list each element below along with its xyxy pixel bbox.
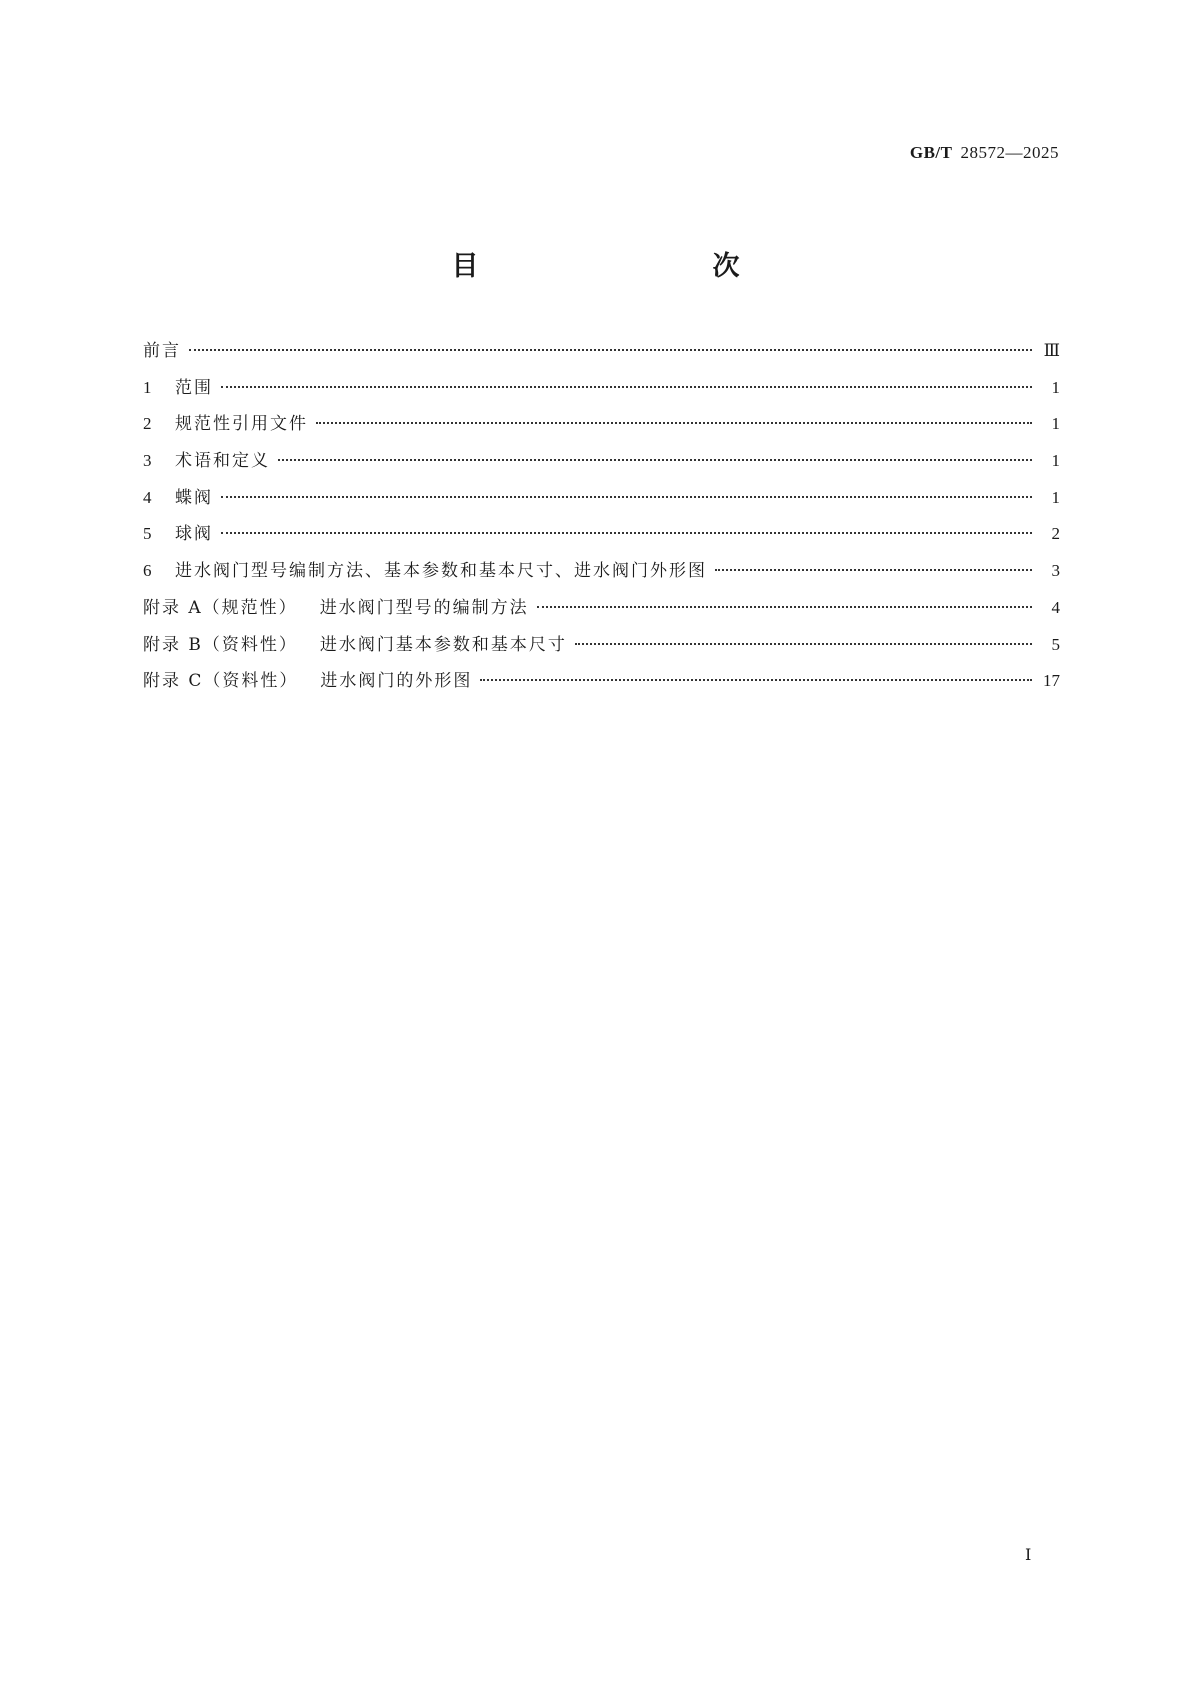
- toc-item-label: 范围: [175, 377, 213, 398]
- toc-item-page: 4: [1051, 597, 1060, 617]
- toc-item-label: 规范性引用文件: [175, 414, 308, 435]
- toc-item-number: 4: [143, 487, 152, 507]
- toc-item-foreword[interactable]: [143, 339, 1060, 376]
- toc-item-page: 3: [1051, 561, 1060, 581]
- standard-prefix: GB/T: [909, 143, 953, 162]
- toc-leader-dots: [715, 569, 1032, 571]
- toc-item-page: 5: [1051, 634, 1060, 654]
- toc-item-annex-a[interactable]: [143, 596, 1060, 633]
- toc-item-page: 1: [1051, 451, 1060, 471]
- annex-designation: 附录 A（规范性）: [143, 597, 298, 618]
- toc-leader-dots: [221, 386, 1032, 388]
- toc-item-model-parameters[interactable]: [143, 559, 1060, 596]
- toc-item-label: 球阀: [175, 524, 213, 545]
- toc-item-label: 前言: [143, 341, 181, 361]
- annex-title: 进水阀门型号的编制方法: [319, 597, 529, 618]
- toc-item-number: 1: [143, 377, 152, 397]
- toc-item-page: Ⅲ: [1043, 341, 1060, 360]
- toc-item-page: 2: [1051, 524, 1060, 544]
- toc-leader-dots: [278, 459, 1032, 461]
- toc-item-label: 蝶阀: [175, 487, 213, 508]
- toc-item-number: 3: [143, 451, 152, 471]
- annex-title: 进水阀门基本参数和基本尺寸: [319, 634, 567, 655]
- toc-item-label: [143, 669, 472, 693]
- toc-item-page: 1: [1051, 487, 1060, 507]
- toc-item-label: 进水阀门型号编制方法、基本参数和基本尺寸、进水阀门外形图: [175, 561, 707, 582]
- toc-item-page: 17: [1043, 671, 1060, 691]
- toc-item-label: [143, 633, 567, 657]
- toc-item-number: 5: [143, 524, 152, 544]
- toc-item-ball-valve[interactable]: [143, 522, 1060, 559]
- toc-leader-dots: [221, 496, 1032, 498]
- toc-leader-dots: [221, 532, 1032, 534]
- standard-number: 28572—2025: [960, 143, 1059, 162]
- toc-item-number: 6: [143, 561, 152, 581]
- toc-item-annex-b[interactable]: [143, 633, 1060, 670]
- annex-designation: 附录 B（资料性）: [143, 634, 298, 655]
- toc-leader-dots: [537, 606, 1032, 608]
- toc-title: 目 次: [451, 251, 800, 282]
- toc-item-number: 2: [143, 414, 152, 434]
- toc-item-annex-c[interactable]: [143, 669, 1060, 706]
- standard-code: [910, 143, 1059, 163]
- toc-item-label: 术语和定义: [175, 451, 270, 472]
- toc-leader-dots: [575, 643, 1032, 645]
- toc-item-scope[interactable]: [143, 376, 1060, 413]
- toc-item-page: 1: [1051, 377, 1060, 397]
- table-of-contents: [143, 339, 1060, 706]
- page-number: Ⅰ: [1025, 1547, 1032, 1564]
- toc-item-terms-definitions[interactable]: [143, 449, 1060, 486]
- toc-item-butterfly-valve[interactable]: [143, 486, 1060, 523]
- toc-leader-dots: [480, 679, 1032, 681]
- toc-item-label: [143, 596, 529, 620]
- toc-leader-dots: [189, 349, 1032, 351]
- annex-designation: 附录 C（资料性）: [143, 671, 299, 692]
- toc-item-page: 1: [1051, 414, 1060, 434]
- annex-title: 进水阀门的外形图: [320, 671, 473, 692]
- toc-leader-dots: [316, 422, 1032, 424]
- toc-item-normative-references[interactable]: [143, 412, 1060, 449]
